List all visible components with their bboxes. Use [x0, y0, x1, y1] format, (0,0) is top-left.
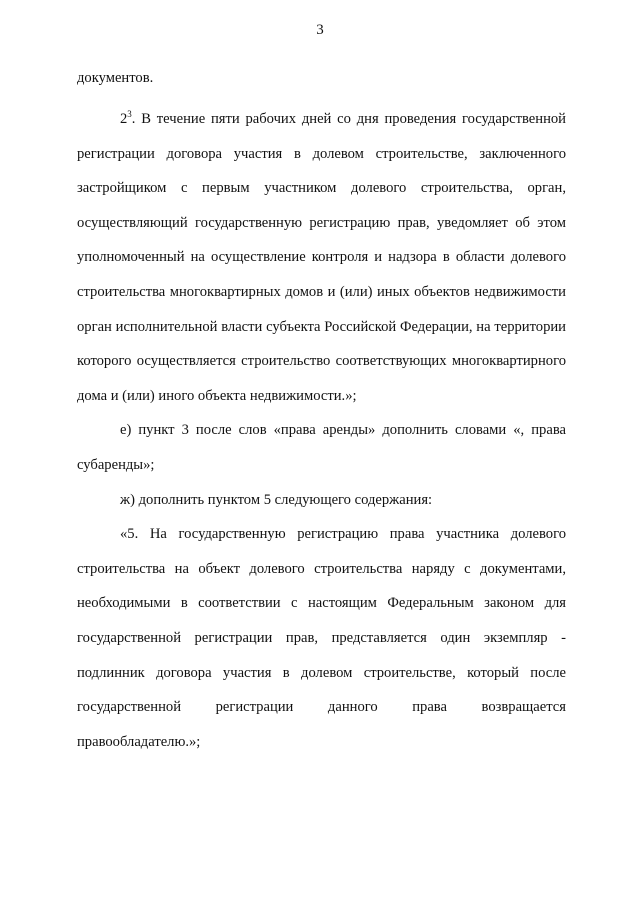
page-number: 3: [316, 22, 324, 38]
paragraph-superscript: 3: [127, 109, 132, 119]
paragraph-continuation: документов.: [77, 70, 154, 86]
document-body-main: [77, 102, 566, 759]
paragraph-number: 2: [120, 111, 128, 127]
paragraph-point-5: «5. На государственную регистрацию права участника долевого строительства на объект долевого строительства наряду с документами, необходимыми в соответствии с настоящим Федеральным законом для государственной регистрации прав, представляется один экземпляр - подлинник договора участия в долевом строительстве, который после государственной регистрации данного права возвращается правообладателю.»;: [77, 526, 566, 750]
paragraph-item-zh: ж) дополнить пунктом 5 следующего содержания:: [120, 491, 433, 508]
paragraph-item-e: е) пункт 3 после слов «права аренды» дополнить словами «, права субаренды»;: [77, 422, 566, 473]
paragraph-text: . В течение пяти рабочих дней со дня проведения государственной регистрации договора участия в долевом строительстве, заключенного застройщиком с первым участником долевого строительства, орган, осуществляющий государственную регистрацию прав, уведомляет об этом уполномоченный на осуществление контроля и надзора в области долевого строительства многоквартирных домов и (или) иных объектов недвижимости орган исполнительной власти субъекта Российской Федерации, на территории которого осуществляется строительство соответствующих многоквартирного дома и (или) иного объекта недвижимости.»;: [77, 111, 566, 404]
document-body: [77, 61, 566, 96]
paragraph-2-3: [77, 102, 566, 413]
